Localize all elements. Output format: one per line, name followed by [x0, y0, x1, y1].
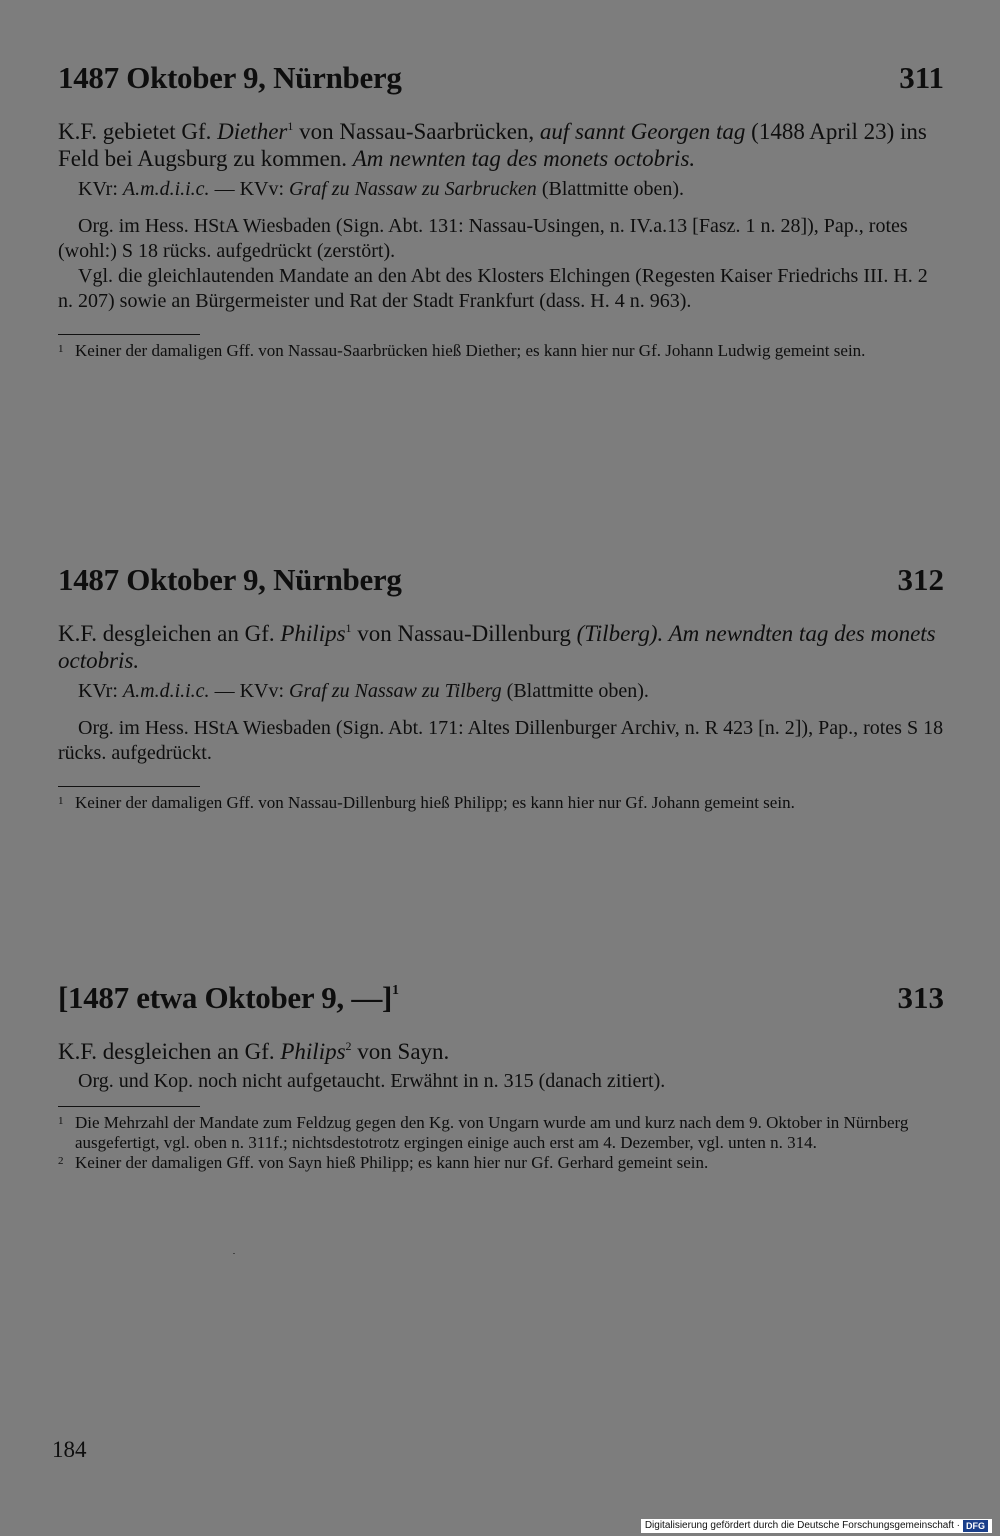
footnote	[58, 1113, 944, 1153]
summary-name: Philips	[280, 621, 346, 646]
summary-text: K.F. desgleichen an Gf.	[58, 621, 281, 646]
entry-313	[58, 980, 944, 1173]
meta-quote: Graf zu Nassaw zu Tilberg	[289, 680, 502, 702]
summary-text: von Nassau-Saarbrücken,	[293, 119, 540, 144]
footnote-ref: 2	[345, 1039, 352, 1053]
entry-title: 1487 Oktober 9, Nürnberg	[58, 562, 402, 597]
scan-speck	[233, 1253, 235, 1254]
entry-title-text: [1487 etwa Oktober 9, —]	[58, 980, 393, 1015]
entry-number: 312	[897, 562, 944, 597]
summary-text: (1488 April 23) ins Feld bei Augsburg zu kommen.	[58, 119, 927, 171]
footnote-ref: 1	[392, 983, 399, 998]
footnote-text: Die Mehrzahl der Mandate zum Feldzug gegen den Kg. von Ungarn wurde am und kurz nach dem 9. Oktober in Nürnberg ausgefertigt, vgl. oben n. 311f.; nichtsdestotrotz ergingen einige auch erst am 4. Dezember, vgl. unten n. 314.	[75, 1113, 909, 1152]
entry-summary	[58, 1038, 944, 1065]
summary-text: von Nassau-Dillenburg	[351, 621, 577, 646]
summary-date-quote: Am newnten tag des monets octobris.	[352, 146, 696, 171]
entry-311	[58, 60, 944, 361]
entry-312	[58, 562, 944, 813]
footnote-divider	[58, 1106, 200, 1107]
chancery-notes	[58, 176, 944, 202]
entry-heading	[58, 562, 944, 602]
footnote-text: Keiner der damaligen Gff. von Nassau-Dillenburg hieß Philipp; es kann hier nur Gf. Johann gemeint sein.	[75, 793, 795, 812]
meta-text: (Blattmitte oben).	[501, 680, 649, 702]
meta-text: (Blattmitte oben).	[536, 178, 684, 200]
meta-text: KVr:	[78, 178, 123, 200]
summary-name: Diether	[217, 119, 288, 144]
footnote-ref: 1	[345, 621, 352, 635]
entry-title: 1487 Oktober 9, Nürnberg	[58, 60, 402, 95]
footnote-ref: 1	[287, 119, 294, 133]
meta-quote: Graf zu Nassaw zu Sarbrucken	[289, 178, 537, 200]
footnote-mark: 2	[58, 1155, 64, 1167]
footnote-divider	[58, 786, 200, 787]
entry-number: 313	[897, 980, 944, 1015]
footnote-text: Keiner der damaligen Gff. von Nassau-Saarbrücken hieß Diether; es kann hier nur Gf. Johann Ludwig gemeint sein.	[75, 341, 866, 360]
footnote-mark: 1	[58, 1115, 64, 1127]
summary-quote: (Tilberg). Am newndten tag des monets octobris.	[58, 621, 936, 673]
summary-text: K.F. desgleichen an Gf.	[58, 1039, 281, 1064]
entry-summary	[58, 118, 944, 172]
credit-text: Digitalisierung gefördert durch die Deutsche Forschungsgemeinschaft ·	[644, 1520, 960, 1531]
comparison-note: Vgl. die gleichlautenden Mandate an den Abt des Klosters Elchingen (Regesten Kaiser Friedrichs III. H. 2 n. 207) sowie an Bürgermeister und Rat der Stadt Frankfurt (dass. H. 4 n. 963).	[58, 265, 928, 312]
summary-text: K.F. gebietet Gf.	[58, 119, 218, 144]
chancery-notes	[58, 678, 944, 704]
meta-text: — KVv:	[209, 680, 290, 702]
footnote-divider	[58, 334, 200, 335]
footnote-text: Keiner der damaligen Gff. von Sayn hieß Philipp; es kann hier nur Gf. Gerhard gemeint sein.	[75, 1153, 709, 1172]
entry-heading	[58, 980, 944, 1020]
summary-name: Philips	[280, 1039, 346, 1064]
dfg-logo: DFG	[963, 1520, 988, 1532]
meta-text: — KVv:	[209, 178, 290, 200]
page-number: 184	[52, 1437, 87, 1462]
entry-number: 311	[899, 60, 944, 95]
footnote-mark: 1	[58, 795, 64, 807]
meta-quote: A.m.d.i.i.c.	[122, 178, 210, 200]
footnote	[58, 341, 944, 361]
summary-quote: auf sannt Georgen tag	[539, 119, 746, 144]
digitization-credit	[641, 1519, 992, 1533]
footnote-mark: 1	[58, 343, 64, 355]
entry-summary	[58, 620, 944, 674]
meta-text: KVr:	[78, 680, 123, 702]
archive-note: Org. im Hess. HStA Wiesbaden (Sign. Abt. 131: Nassau-Usingen, n. IV.a.13 [Fasz. 1 n. 28]), Pap., rotes (wohl:) S 18 rücks. aufgedrückt (zerstört).	[58, 215, 908, 262]
footnote	[58, 793, 944, 813]
meta-quote: A.m.d.i.i.c.	[122, 680, 210, 702]
summary-text: von Sayn.	[351, 1039, 450, 1064]
archive-note: Org. und Kop. noch nicht aufgetaucht. Erwähnt in n. 315 (danach zitiert).	[78, 1070, 666, 1092]
archive-note: Org. im Hess. HStA Wiesbaden (Sign. Abt. 171: Altes Dillenburger Archiv, n. R 423 [n. 2]), Pap., rotes S 18 rücks. aufgedrückt.	[58, 717, 944, 764]
entry-title	[58, 980, 399, 1016]
footnote	[58, 1153, 944, 1173]
entry-heading	[58, 60, 944, 100]
